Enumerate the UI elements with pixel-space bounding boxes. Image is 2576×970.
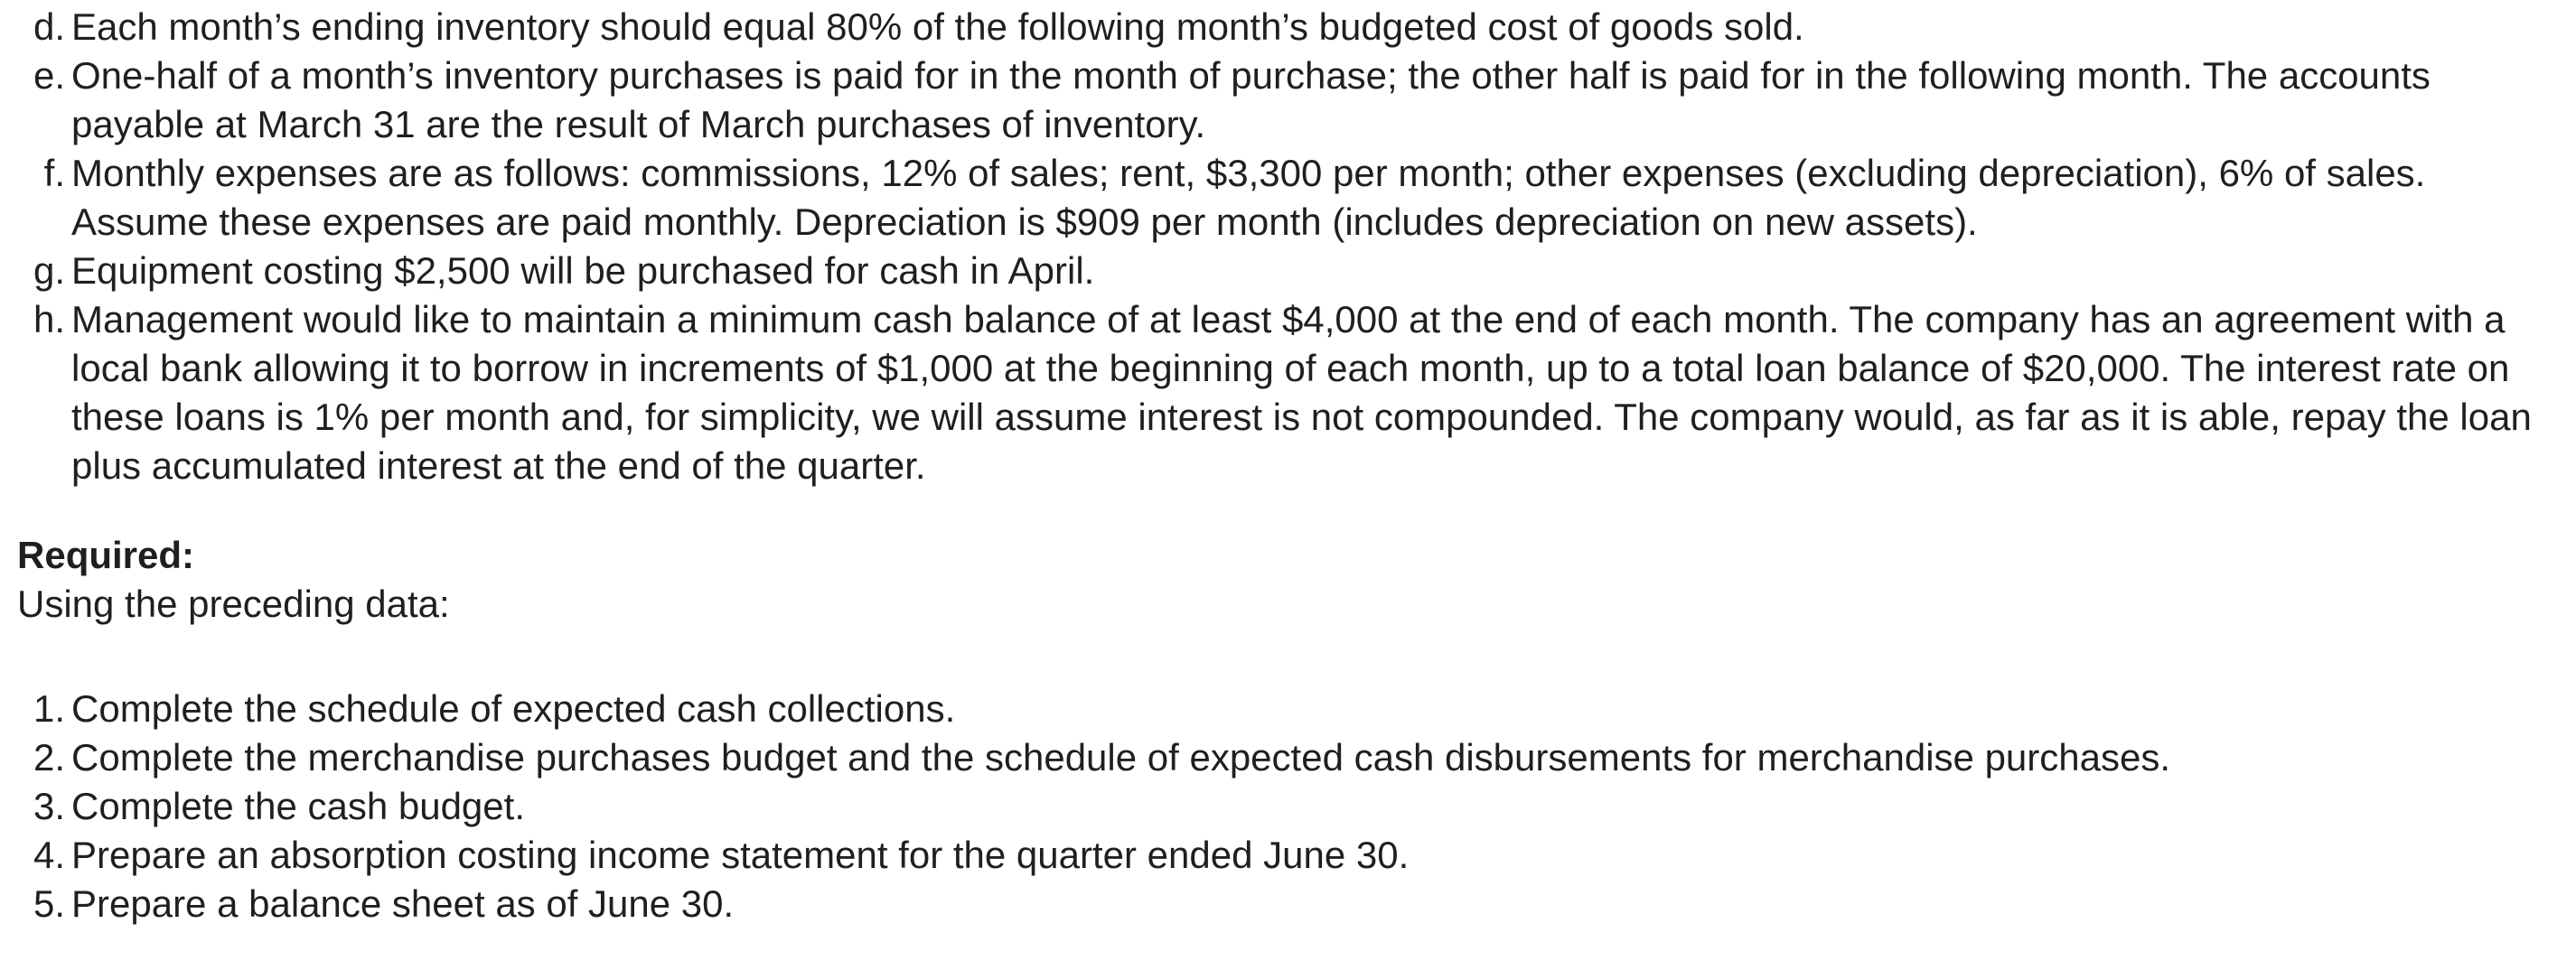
condition-item-g — [0, 247, 2566, 295]
requirement-text: Complete the schedule of expected cash collections. — [71, 687, 956, 730]
requirement-marker: 3. — [33, 785, 65, 827]
requirement-item-4 — [0, 831, 2566, 880]
requirement-item-3 — [0, 782, 2566, 831]
requirement-marker: 5. — [33, 882, 65, 925]
requirements-list — [0, 685, 2566, 928]
condition-marker: e. — [33, 54, 65, 97]
condition-text: Each month’s ending inventory should equal 80% of the following month’s budgeted cost of goods sold. — [71, 5, 1804, 48]
condition-marker: g. — [33, 249, 65, 292]
condition-text: Monthly expenses are as follows: commissions, 12% of sales; rent, $3,300 per month; other expenses (excluding depreciation), 6% of sales. Assume these expenses are paid monthly. Depreciation is $909 per month (includes depreciation on new assets). — [71, 152, 2426, 243]
requirement-text: Complete the merchandise purchases budget and the schedule of expected cash disbursements for merchandise purchases. — [71, 736, 2171, 779]
requirement-marker: 1. — [33, 687, 65, 730]
condition-item-f — [0, 149, 2566, 247]
condition-item-d — [0, 3, 2566, 51]
condition-text: Management would like to maintain a minimum cash balance of at least $4,000 at the end of each month. The company has an agreement with a local bank allowing it to borrow in increments of $1,000 at the beginning of each month, up to a total loan balance of $20,000. The interest rate on these loans is 1% per month and, for simplicity, we will assume interest is not compounded. The company would, as far as it is able, repay the loan plus accumulated interest at the end of the quarter. — [71, 298, 2532, 487]
required-heading: Required: — [17, 534, 195, 576]
requirement-text: Prepare an absorption costing income statement for the quarter ended June 30. — [71, 834, 1410, 876]
condition-item-h — [0, 295, 2566, 490]
required-intro: Using the preceding data: — [17, 583, 450, 625]
condition-item-e — [0, 51, 2566, 149]
condition-text: Equipment costing $2,500 will be purchased for cash in April. — [71, 249, 1095, 292]
condition-text: One-half of a month’s inventory purchases is paid for in the month of purchase; the other half is paid for in the following month. The accounts payable at March 31 are the result of March purchases of inventory. — [71, 54, 2431, 145]
requirement-item-1 — [0, 685, 2566, 733]
requirement-marker: 4. — [33, 834, 65, 876]
condition-marker: d. — [33, 5, 65, 48]
requirement-text: Complete the cash budget. — [71, 785, 525, 827]
requirement-item-5 — [0, 880, 2566, 928]
condition-marker: h. — [33, 298, 65, 340]
requirement-item-2 — [0, 733, 2566, 782]
conditions-list — [0, 3, 2566, 490]
condition-marker: f. — [43, 152, 65, 194]
requirement-text: Prepare a balance sheet as of June 30. — [71, 882, 735, 925]
requirement-marker: 2. — [33, 736, 65, 779]
